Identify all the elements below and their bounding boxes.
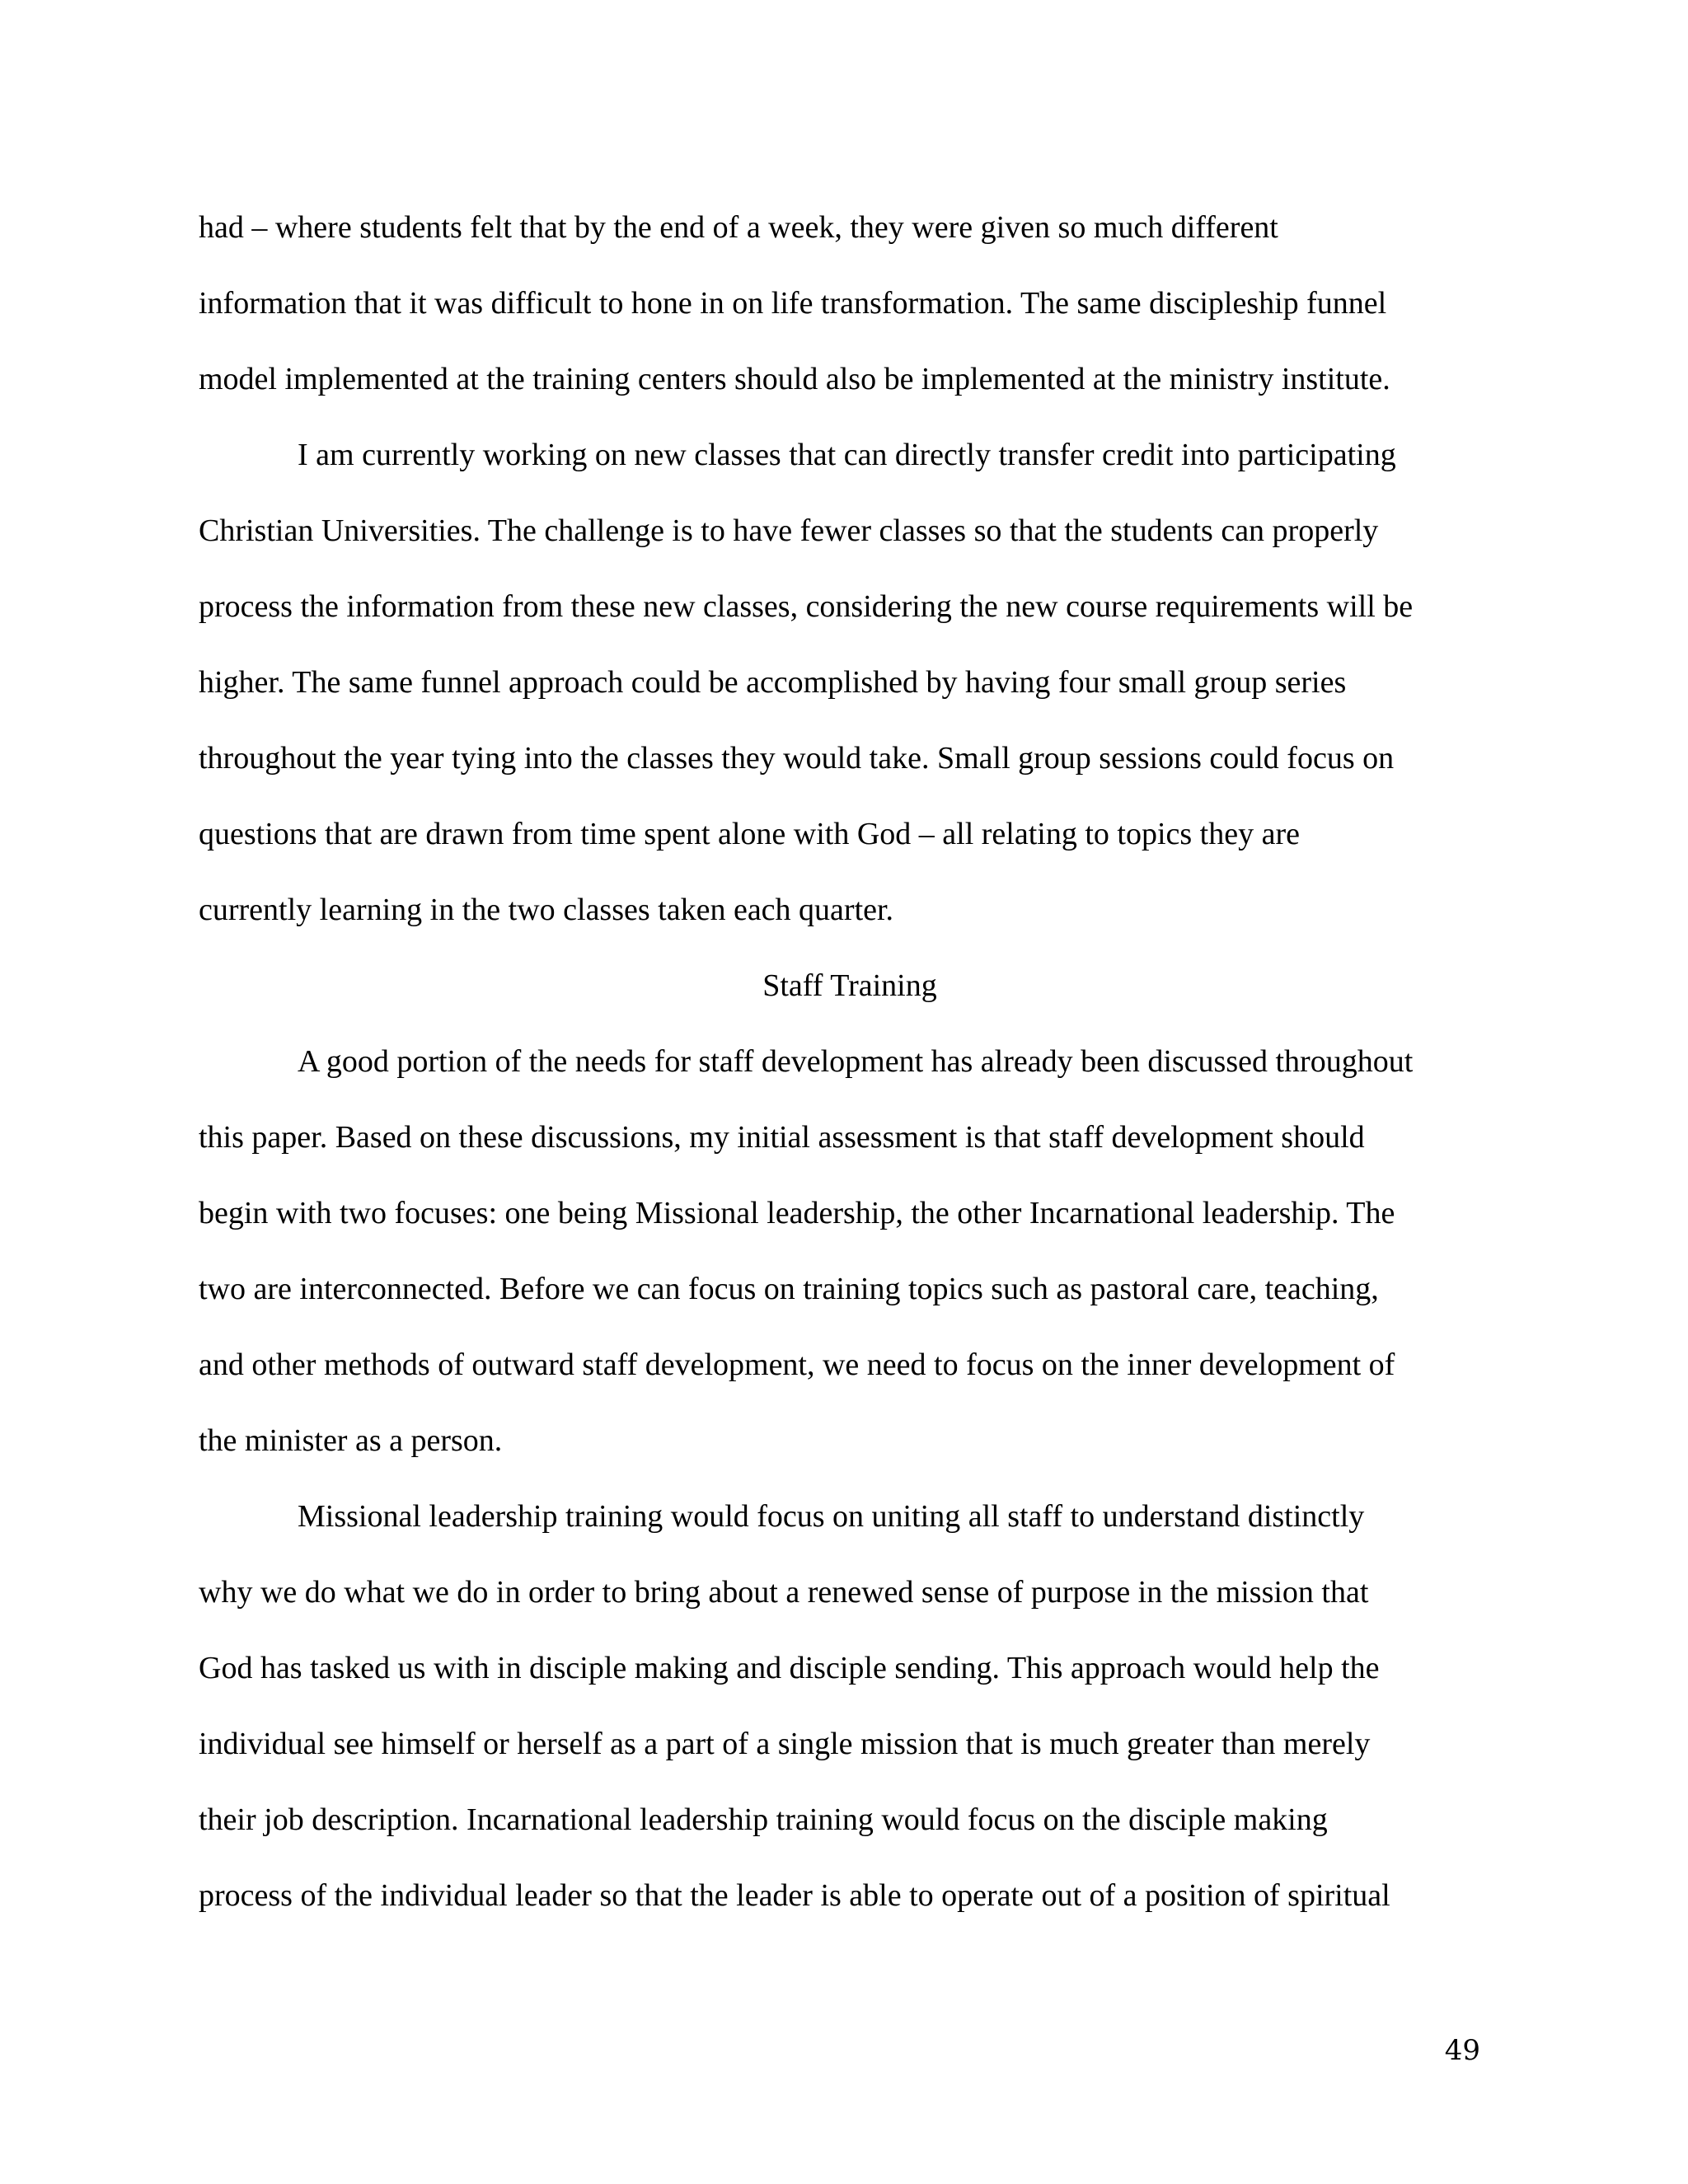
text-line: higher. The same funnel approach could be accomplished by having four small group series: [199, 665, 1347, 700]
text-line: currently learning in the two classes taken each quarter.: [199, 893, 894, 927]
body-text: [199, 190, 1501, 1933]
text-line: begin with two focuses: one being Missional leadership, the other Incarnational leadership. The: [199, 1196, 1395, 1230]
text-line: this paper. Based on these discussions, my initial assessment is that staff development should: [199, 1120, 1365, 1155]
text-line: questions that are drawn from time spent alone with God – all relating to topics they are: [199, 817, 1300, 851]
text-line: information that it was difficult to hone in on life transformation. The same discipleship funnel: [199, 286, 1387, 321]
section-heading: Staff Training: [762, 968, 937, 1003]
text-line: process the information from these new classes, considering the new course requirements will be: [199, 589, 1414, 624]
text-line: Missional leadership training would focus on uniting all staff to understand distinctly: [298, 1499, 1365, 1534]
paragraph-missional-leadership: [199, 1479, 1501, 1933]
text-line: individual see himself or herself as a part of a single mission that is much greater than merely: [199, 1727, 1371, 1761]
text-line: why we do what we do in order to bring about a renewed sense of purpose in the mission that: [199, 1575, 1369, 1610]
text-line: the minister as a person.: [199, 1423, 503, 1458]
text-line: and other methods of outward staff development, we need to focus on the inner development of: [199, 1347, 1395, 1382]
paragraph-new-classes: [199, 417, 1501, 948]
text-line: Christian Universities. The challenge is to have fewer classes so that the students can properly: [199, 513, 1379, 548]
paragraph-continuation: [199, 190, 1501, 417]
page-number: 49: [1444, 2034, 1480, 2067]
text-line: two are interconnected. Before we can focus on training topics such as pastoral care, teaching,: [199, 1272, 1379, 1306]
text-line: I am currently working on new classes that can directly transfer credit into participating: [298, 438, 1396, 472]
text-line: process of the individual leader so that the leader is able to operate out of a position of spiritual: [199, 1878, 1390, 1913]
text-line: model implemented at the training centers should also be implemented at the ministry institute.: [199, 362, 1390, 396]
text-line: God has tasked us with in disciple making and disciple sending. This approach would help the: [199, 1651, 1380, 1685]
text-line: their job description. Incarnational leadership training would focus on the disciple making: [199, 1802, 1328, 1837]
paragraph-staff-development: [199, 1024, 1501, 1479]
text-line: A good portion of the needs for staff development has already been discussed throughout: [298, 1044, 1414, 1079]
text-line: throughout the year tying into the classes they would take. Small group sessions could focus on: [199, 741, 1395, 776]
text-line: had – where students felt that by the end of a week, they were given so much different: [199, 210, 1278, 245]
